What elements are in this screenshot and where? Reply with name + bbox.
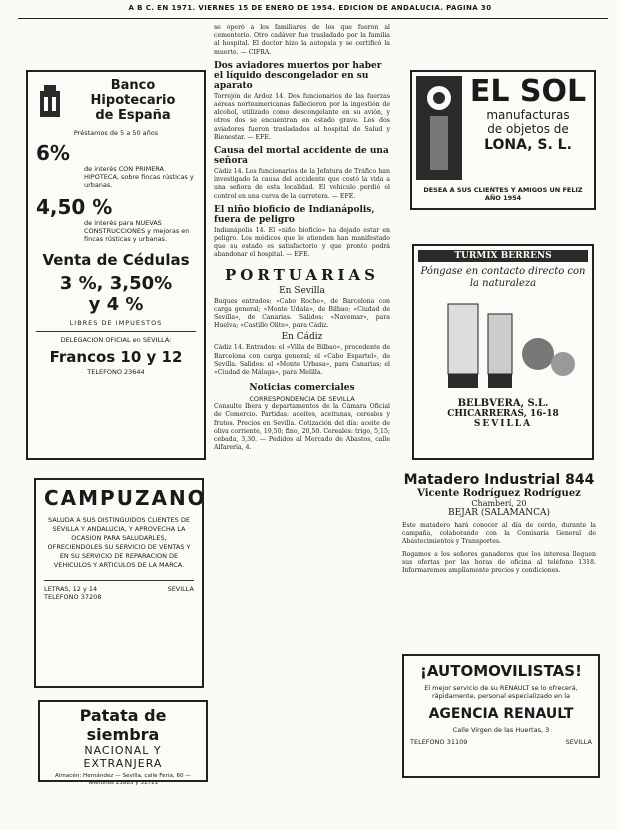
elsol-line3: LONA, S. L. — [484, 137, 572, 153]
elsol-title: EL SOL — [469, 74, 587, 109]
renault-city: SEVILLA — [565, 738, 592, 746]
bank-rate1: 6% — [36, 141, 70, 165]
cedulas-rates: 3 %, 3,50% — [59, 273, 173, 294]
comerciales-subtitle: CORRESPONDENCIA DE SEVILLA — [249, 395, 355, 404]
lamp-illustration-icon — [416, 76, 462, 180]
patatas-line3: EXTRANJERA — [83, 757, 163, 770]
cadiz-body: Cádiz 14. Entrados: el «Villa de Bilbao», procedente de Barcelona con carga general; el «Cabo Espartel», de Sevilla. Salidos: el «Monte Urbasa», para Canarias; el «Ciudad de Málaga», para Melilla. — [214, 344, 390, 377]
patatas-fine: Almacén: Hernández — Sevilla, calle Feria, 60 — Teléfonos 23883 y 31721 — [55, 773, 191, 786]
campuzano-divider — [44, 580, 194, 581]
cadiz-subtitle: En Cádiz — [281, 332, 323, 343]
matadero-body2: Rogamos a los señores ganaderos que los interesa lleguen sus ofertas por las horas de oficina al teléfono 1318. Informaremos ampliamente precios y condiciones. — [402, 550, 596, 575]
bellvera-city: SEVILLA — [473, 419, 533, 429]
blender-illustration-icon — [418, 294, 590, 394]
campuzano-name: CAMPUZANO — [44, 486, 207, 510]
comerciales-body: Consulte Ibera y departamentos de la Cámara Oficial de Comercio. Partidas: aceites, aceitunas, cereales y frutos. Precios en Sevilla. Cotización del día: aceite de oliva corriente, 19,50; fino, 20,50. Cereales: trigo, 5,15; cebada, 3,30. — Pedidos al Mercado de Abastos, calle Alfarería, 4. — [214, 403, 390, 452]
matadero-town: BEJAR (SALAMANCA) — [447, 508, 551, 518]
patatas-ad — [38, 700, 208, 786]
matadero-body: Este matadero hará conocer al día de cerdo, durante la campaña, colaborando con la Comisaría General de Abastecimientos y Transportes. — [402, 522, 596, 546]
elsol-line1: manufacturas — [486, 108, 570, 122]
cedulas-rate3: y 4 % — [88, 294, 144, 315]
elsol-ad — [410, 70, 596, 210]
bellvera-brand: TURMIX BERRENS — [418, 250, 588, 262]
banco-hipotecario-ad — [26, 70, 206, 460]
article3-headline: El niño bioficio de Indianápolis, fuera de peligro — [214, 204, 375, 225]
sevilla-subtitle: En Sevilla — [279, 285, 325, 296]
bellvera-slogan: Póngase en contacto directo con la naturaleza — [420, 266, 586, 289]
matadero-owner: Vicente Rodríguez Rodríguez — [417, 488, 581, 499]
article2-headline: Causa del mortal accidente de una señora — [214, 146, 389, 167]
patatas-title: Patata de siembra — [79, 706, 167, 744]
elsol-line2: de objetos de — [487, 122, 569, 136]
header-rule — [18, 18, 608, 19]
bank-emblem-icon — [36, 81, 64, 121]
bank-phone: TELEFONO 23644 — [87, 368, 145, 376]
cedulas-title: Venta de Cédulas — [42, 251, 190, 269]
campuzano-phone: TELEFONO 37208 — [44, 593, 102, 601]
bank-name-line2: de España — [95, 108, 171, 123]
bellvera-company: BELBVERA, S.L. — [457, 398, 549, 409]
bank-name-line1: Banco Hipotecario — [90, 78, 176, 108]
matadero-street: Chamberí, 20 — [471, 499, 527, 508]
campuzano-city: SEVILLA — [167, 585, 194, 593]
bank-tax-text: LIBRES DE IMPUESTOS — [69, 319, 163, 327]
renault-address: Calle Virgen de las Huertas, 3 — [452, 726, 550, 734]
portuarias-title: PORTUARIAS — [225, 265, 379, 284]
campuzano-body: SALUDA A SUS DISTINGUIDOS CLIENTES DE SEVILLA Y ANDALUCIA, Y APROVECHA LA OCASION PARA SALUDARLES, OFRECIENDOLES SU SERVICIO DE VENTAS Y EN SU SERVICIO DE REPARACION DE VEHICULOS Y ARTICULOS DE LA MARCA. — [47, 516, 191, 569]
bank-loans-text: Préstamos de 5 a 50 años — [73, 129, 159, 137]
bank-rate2-text: de interés para NUEVAS CONSTRUCCIONES y mejoras en fincas rústicas y urbanas. — [84, 219, 190, 243]
news-column — [214, 24, 390, 804]
bank-divider — [36, 331, 196, 332]
article1-body: Torrejón de Ardoz 14. Dos funcionarios de las fuerzas aéreas norteamericanas fallecieron por la ingestión de alcohol, utilizado como descongelante en su avión, y otros dos se encuentran en estado grave. Los dos aviadores fueron trasladados al hospital de Salud y Bienestar. — EFE. — [214, 92, 390, 141]
elsol-wish: DESEA A SUS CLIENTES Y AMIGOS UN FELIZ AÑO 1954 — [423, 186, 583, 202]
matadero-ad — [396, 468, 602, 652]
matadero-title: Matadero Industrial 844 — [403, 472, 595, 488]
bank-delegation: DELEGACION OFICIAL en SEVILLA: — [60, 336, 172, 344]
renault-ad — [402, 654, 600, 778]
campuzano-address: LETRAS, 12 y 14 — [44, 585, 98, 593]
news-intro: se operó a los familiares de los que fueron al cementerio. Otro cadáver fue trasladado por la familia al hospital. El doctor hizo la autopsia y se certificó la muerte. — CIFRA. — [214, 24, 390, 56]
renault-phone: TELEFONO 31109 — [410, 738, 468, 746]
campuzano-ad — [34, 478, 207, 688]
patatas-line2: NACIONAL Y — [84, 744, 162, 757]
page-header: A B C. EN 1971. VIERNES 15 DE ENERO DE 1954. EDICION DE ANDALUCIA. PAGINA 30 — [128, 4, 492, 12]
renault-title: ¡AUTOMOVILISTAS! — [420, 662, 582, 680]
bank-rate1-text: de interés CON PRIMERA HIPOTECA, sobre fincas rústicas y urbanas. — [84, 165, 194, 189]
article1-headline: Dos aviadores muertos por haber el líquido descongelador en su aparato — [214, 60, 382, 91]
sevilla-body: Buques entrados: «Cabo Roche», de Barcelona con carga general; «Monte Udala», de Bilbao; «Ciudad de Sevilla», de Canarias. Salidos: «Navemar», para Huelva; «Castillo Olite», para Cádiz. — [214, 297, 390, 330]
comerciales-title: Noticias comerciales — [249, 383, 355, 394]
article2-body: Cádiz 14. Los funcionarios de la Jefatura de Tráfico han investigado la causa del accidente que costó la vida a una señora de esta localidad. El vehículo perdió el control en una curva de la carretera. — EFE. — [214, 168, 390, 200]
bellvera-address: CHICARRERAS, 16-18 — [447, 409, 559, 419]
renault-body: El mejor servicio de su RENAULT se lo ofrecerá, rápidamente, personal especializado en la — [424, 684, 578, 700]
bank-address: Francos 10 y 12 — [49, 348, 183, 366]
bellvera-ad — [412, 244, 594, 460]
renault-agency: AGENCIA RENAULT — [428, 706, 574, 722]
article3-body: Indianápolis 14. El «niño bioficio» ha dejado estar en peligro. Los médicos que le atienden han manifestado que su estado es satisfactorio y que pronto podrá abandonar el hospital. — EFE. — [214, 226, 390, 259]
bank-rate2: 4,50 % — [36, 195, 113, 219]
